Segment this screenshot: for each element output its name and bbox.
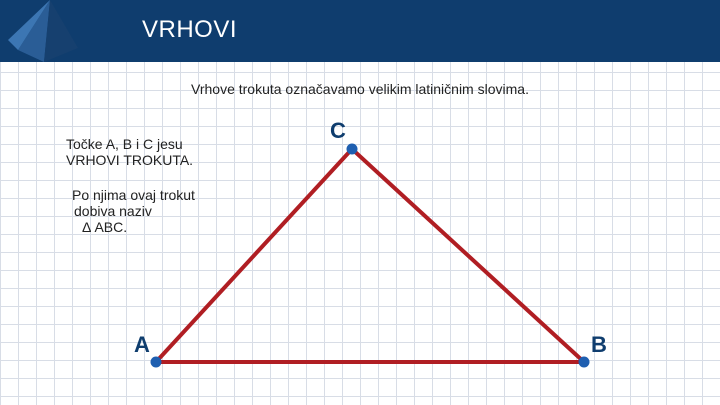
vertex-c-label: C xyxy=(330,118,346,143)
intro-text: Vrhove trokuta označavamo velikim latiničnim slovima. xyxy=(191,81,529,97)
name-note-line2: dobiva naziv xyxy=(74,203,152,219)
vertex-b-point xyxy=(579,357,590,368)
page-title: VRHOVI xyxy=(142,16,238,43)
vertex-c-point xyxy=(347,144,358,155)
vertex-b-label: B xyxy=(591,332,607,357)
vertex-a-label: A xyxy=(134,332,150,357)
triangle-edges xyxy=(156,149,584,362)
vertices-note-line2: VRHOVI TROKUTA. xyxy=(66,152,194,168)
vertex-a-point xyxy=(151,357,162,368)
vertices-note-line1: Točke A, B i C jesu xyxy=(66,136,183,152)
name-note-line1: Po njima ovaj trokut xyxy=(72,187,195,203)
name-note-line3: Δ ABC. xyxy=(82,219,128,235)
